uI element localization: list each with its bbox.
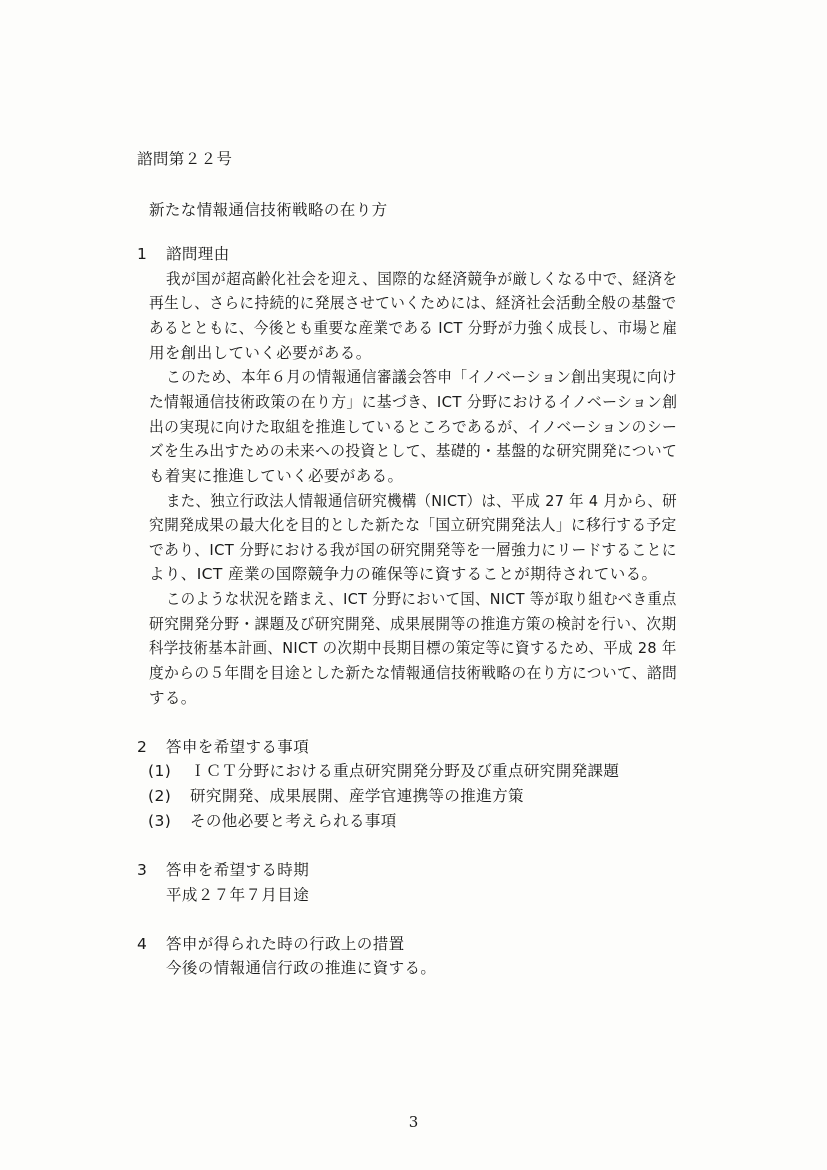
body-line: 我が国が超高齢化社会を迎え、国際的な経済競争が厳しくなる中で、経済を [166,270,678,288]
body-line: 科学技術基本計画、NICT の次期中長期目標の策定等に資するため、平成 28 年 [149,639,677,657]
section-1-heading: 諮問理由 [166,245,230,263]
item-number: (3) [148,812,172,830]
section-4-heading: 答申が得られた時の行政上の措置 [166,935,405,953]
item-number: (1) [148,762,172,780]
body-line: このため、本年６月の情報通信審議会答申「イノベーション創出実現に向け [166,368,677,386]
section-1-number: 1 [137,245,148,263]
section-2-heading: 答申を希望する事項 [166,738,310,756]
body-line: 度からの５年間を目途とした新たな情報通信技術戦略の在り方について、諮問 [149,664,678,682]
body-line: あるとともに、今後とも重要な産業である ICT 分野が力強く成長し、市場と雇 [149,319,678,337]
item-text: その他必要と考えられる事項 [190,812,397,830]
inquiry-number: 諮問第２２号 [137,150,233,168]
body-line: このような状況を踏まえ、ICT 分野において国、NICT 等が取り組むべき重点 [166,590,677,608]
body-line: も着実に推進していく必要がある。 [149,467,404,485]
section-3-heading: 答申を希望する時期 [166,861,310,879]
body-line: ズを生み出すための未来への投資として、基礎的・基盤的な研究開発について [149,442,678,460]
section-3-number: 3 [137,861,148,879]
item-number: (2) [148,787,172,805]
item-text: ＩＣＴ分野における重点研究開発分野及び重点研究開発課題 [190,762,620,780]
body-line: 出の実現に向けた取組を推進しているところであるが、イノベーションのシー [149,418,678,436]
body-line: 究開発成果の最大化を目的とした新たな「国立研究開発法人」に移行する予定 [149,516,677,534]
body-line: 再生し、さらに持続的に発展させていくためには、経済社会活動全般の基盤で [149,294,677,312]
section-4-number: 4 [137,935,148,953]
body-line: より、ICT 産業の国際競争力の確保等に資することが期待されている。 [149,565,658,583]
item-text: 研究開発、成果展開、産学官連携等の推進方策 [190,787,524,805]
body-line: 用を創出していく必要がある。 [149,344,372,362]
body-line: であり、ICT 分野における我が国の研究開発等を一層強力にリードすることに [149,541,677,559]
body-line: また、独立行政法人情報通信研究機構（NICT）は、平成 27 年 4 月から、研 [166,492,678,510]
section-2-number: 2 [137,738,148,756]
page-number: 3 [408,1113,419,1131]
body-line: た情報通信技術政策の在り方」に基づき、ICT 分野におけるイノベーション創 [149,393,678,411]
section-4-body: 今後の情報通信行政の推進に資する。 [166,959,437,977]
document-title: 新たな情報通信技術戦略の在り方 [149,201,388,219]
body-line: する。 [149,689,197,707]
section-3-body: 平成２７年７月目途 [166,886,310,904]
body-line: 研究開発分野・課題及び研究開発、成果展開等の推進方策の検討を行い、次期 [149,615,677,633]
